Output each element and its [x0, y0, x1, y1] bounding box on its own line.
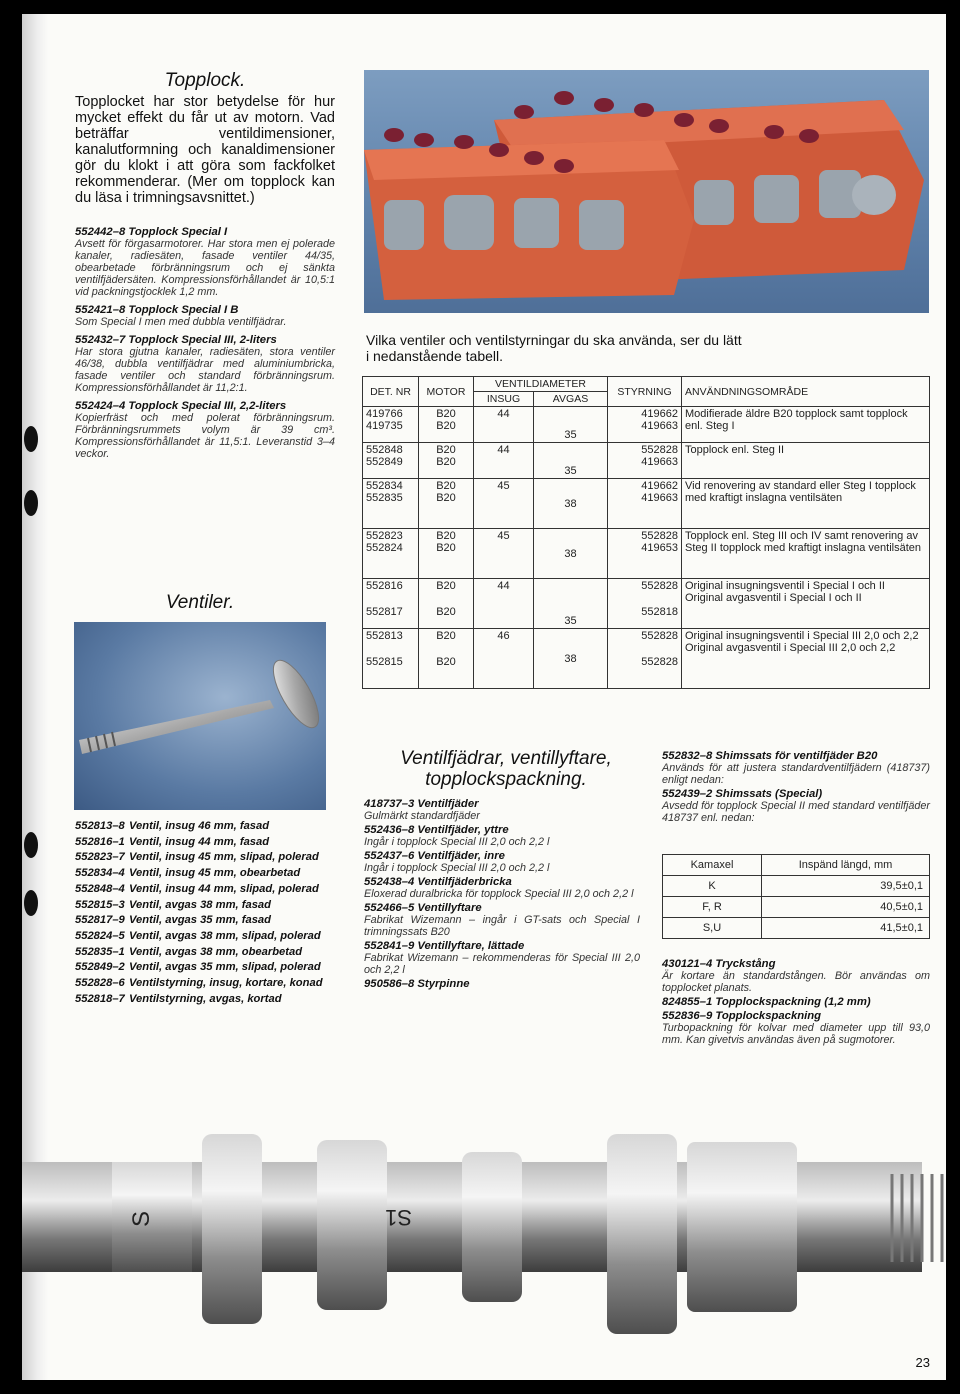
cell-anvandning: Topplock enl. Steg III och IV samt renovering av Steg II topplock med kraftigt inslagna ventilsäten — [685, 530, 922, 554]
valve-parts-list — [75, 820, 335, 1008]
cell-avgas: 38 — [564, 547, 577, 560]
part-text: Ventil, avgas 35 mm, slipad, polerad — [129, 961, 321, 974]
cell-styrning: 552828 — [641, 580, 678, 592]
cell-det: 552849 — [366, 456, 403, 468]
shims-item — [662, 1010, 930, 1046]
list-item — [75, 867, 335, 880]
part-number: 552834–4 — [75, 867, 125, 880]
shims-item-list — [662, 750, 930, 824]
item-desc: Ingår i topplock Special III 2,0 och 2,2 l — [364, 862, 550, 874]
cell-styrning: 552828 — [641, 444, 678, 456]
cell-avgas: 35 — [564, 615, 577, 627]
cell-motor: B20 — [436, 444, 456, 456]
col-header-styrning: STYRNING — [608, 377, 682, 407]
cell-styrning: 552828 — [641, 530, 678, 542]
cell-motor: B20 — [436, 492, 456, 504]
item-code: 552421–8 Topplock Special I B — [75, 304, 239, 316]
part-text: Ventil, insug 46 mm, fasad — [129, 820, 270, 832]
col-header-ventildiameter: VENTILDIAMETER — [474, 377, 608, 392]
part-number: 552849–2 — [75, 961, 125, 974]
springs-item — [364, 876, 640, 900]
topplock-item — [75, 304, 335, 328]
cell-det: 552816 — [366, 580, 403, 592]
table-row — [363, 529, 930, 579]
valve-illustration — [74, 622, 326, 810]
item-desc: Gulmärkt standardfjäder — [364, 810, 480, 822]
cell-styrning: 419653 — [641, 542, 678, 554]
table-row — [363, 579, 930, 629]
cell-det: 552813 — [366, 630, 403, 642]
binder-hole — [24, 890, 38, 916]
springs-item — [364, 902, 640, 938]
cell-kamaxel: F, R — [663, 897, 762, 918]
list-item — [75, 836, 335, 849]
item-code: 430121–4 Tryckstång — [662, 958, 776, 970]
camshaft-illustration — [22, 1122, 946, 1342]
list-item — [75, 961, 335, 974]
table-row — [663, 918, 930, 939]
cell-styrning: 419663 — [641, 492, 678, 504]
cell-motor: B20 — [436, 480, 456, 492]
list-item — [75, 899, 335, 912]
cell-det: 552848 — [366, 444, 403, 456]
part-number: 552813–8 — [75, 820, 125, 832]
item-desc: Är kortare än standardstången. Bör användas om topplocket planats. — [662, 970, 930, 994]
table-row — [363, 629, 930, 689]
cylinder-head-photo — [364, 70, 929, 313]
list-item — [75, 820, 335, 833]
item-code: 552437–6 Ventilfjäder, inre — [364, 850, 505, 862]
item-code: 418737–3 Ventilfjäder — [364, 798, 479, 810]
shims-item — [662, 996, 930, 1008]
topplock-item — [75, 226, 335, 298]
item-code: 552832–8 Shimssats för ventilfjäder B20 — [662, 750, 878, 762]
part-number: 552816–1 — [75, 835, 125, 848]
item-code: 950586–8 Styrpinne — [364, 978, 470, 990]
table-row — [663, 897, 930, 918]
springs-item — [364, 978, 640, 990]
cell-anvandning: Original insugningsventil i Special III 2,0 och 2,2 — [685, 630, 919, 642]
cell-motor: B20 — [436, 408, 456, 420]
cell-motor: B20 — [436, 656, 456, 668]
col-header-det: DET. NR — [363, 377, 419, 407]
cell-insug: 44 — [497, 580, 510, 592]
binder-hole — [24, 832, 38, 858]
shims-item — [662, 788, 930, 824]
camshaft-marking: S — [128, 1210, 155, 1227]
list-item — [75, 851, 335, 864]
cell-kamaxel: K — [663, 876, 762, 897]
cell-styrning: 419663 — [641, 456, 678, 468]
part-text: Ventil, avgas 35 mm, fasad — [129, 914, 271, 927]
springs-item — [364, 940, 640, 976]
part-text: Ventil, insug 45 mm, obearbetad — [129, 867, 301, 880]
cell-styrning: 419662 — [641, 480, 678, 492]
springs-item — [364, 824, 640, 848]
springs-item — [364, 850, 640, 874]
topplock-title: Topplock. — [164, 70, 246, 91]
list-item — [75, 993, 335, 1006]
cell-motor: B20 — [436, 542, 456, 554]
cell-langd: 40,5±0,1 — [762, 897, 930, 918]
cell-det: 552815 — [366, 656, 403, 668]
table-row — [663, 876, 930, 897]
cell-insug: 44 — [497, 444, 510, 456]
cell-langd: 41,5±0,1 — [762, 918, 930, 939]
cell-insug: 44 — [497, 408, 510, 420]
item-desc: Har stora gjutna kanaler, radiesäten, stora ventiler 46/38, dubbla ventilfjädrar med aluminiumbricka, fasade ventiler och standard förbränningsrum. Kompressionsförhållandet är 11,2:1. — [75, 346, 335, 394]
topplock-item-list — [75, 226, 335, 460]
item-code: 552432–7 Topplock Special III, 2-liters — [75, 334, 277, 346]
cell-det: 552824 — [366, 542, 403, 554]
topplock-intro: Topplocket har stor betydelse för hur mycket effekt du får ut av motorn. Vad beträffar ventildimensioner, kanalutformning och kanaldimensioner gör du klokt i att göra som fackfolket rekommenderar. (Mer om topplock kan du läsa i trimningsavsnittet.) — [75, 94, 335, 206]
cell-styrning: 419663 — [641, 420, 678, 432]
item-code: 552836–9 Topplockspackning — [662, 1010, 822, 1022]
item-desc: Fabrikat Wizemann – rekommenderas för Special III 2,0 och 2,2 l — [364, 952, 640, 976]
cell-anvandning: Original insugningsventil i Special I och II — [685, 580, 885, 592]
cell-insug: 45 — [497, 480, 510, 492]
item-desc: Turbopackning för kolvar med diameter upp till 93,0 mm. Kan givetvis användas även på sugmotorer. — [662, 1022, 930, 1046]
item-code: 552438–4 Ventilfjäderbricka — [364, 876, 512, 888]
item-code: 552424–4 Topplock Special III, 2,2-liters — [75, 400, 287, 412]
cell-avgas: 35 — [564, 429, 577, 441]
col-header-avgas: AVGAS — [534, 392, 608, 407]
part-number: 552835–1 — [75, 945, 125, 958]
cell-motor: B20 — [436, 456, 456, 468]
springs-item — [364, 798, 640, 822]
cell-insug: 45 — [497, 530, 510, 542]
part-number: 552824–5 — [75, 929, 125, 942]
cell-motor: B20 — [436, 630, 456, 642]
cell-insug: 46 — [497, 630, 510, 642]
binder-hole — [24, 426, 38, 452]
part-text: Ventil, insug 44 mm, fasad — [129, 835, 270, 848]
col-header-insug: INSUG — [474, 392, 534, 407]
cell-anvandning: Topplock enl. Steg II — [685, 444, 785, 456]
binder-hole — [24, 490, 38, 516]
shims-item-list-2 — [662, 958, 930, 1046]
list-item — [75, 883, 335, 896]
col-header-motor: MOTOR — [419, 377, 474, 407]
ventiler-title: Ventiler. — [165, 592, 235, 613]
camshaft-marking: S1 — [385, 1205, 412, 1230]
item-desc: Kopierfräst och med polerat förbränningsrum. Förbränningsrummets volym är 39 cm³. Kompressionsförhållandet är 11,5:1. Leveranstid 3–4 veckor. — [75, 412, 335, 460]
part-number: 552817–9 — [75, 914, 125, 927]
table-intro: Vilka ventiler och ventilstyrningar du ska använda, ser du lätt i nedanstående tabell. — [366, 332, 742, 364]
item-desc: Fabrikat Wizemann – ingår i GT-sats och Special I trimningssats B20 — [364, 914, 640, 938]
camshaft-length-table — [662, 854, 930, 939]
valve-photo — [74, 622, 326, 810]
cell-det: 552834 — [366, 480, 403, 492]
cell-anvandning: Original avgasventil i Special I och II — [685, 592, 862, 604]
part-text: Ventil, avgas 38 mm, obearbetad — [129, 945, 303, 958]
cylinder-head-illustration — [364, 70, 929, 313]
cell-styrning: 552818 — [641, 606, 678, 618]
cell-motor: B20 — [436, 580, 456, 592]
cell-motor: B20 — [436, 420, 456, 432]
table-row — [363, 443, 930, 479]
cell-motor: B20 — [436, 606, 456, 618]
table-row — [363, 407, 930, 443]
part-number: 552823–7 — [75, 851, 125, 864]
list-item — [75, 977, 335, 990]
shims-item — [662, 958, 930, 994]
part-text: Ventil, insug 44 mm, slipad, polerad — [129, 882, 319, 895]
col-header-anvandning: ANVÄNDNINGSOMRÅDE — [682, 377, 930, 407]
springs-item-list — [364, 798, 640, 990]
item-code: 552841–9 Ventillyftare, lättade — [364, 940, 525, 952]
item-code: 824855–1 Topplockspackning (1,2 mm) — [662, 996, 871, 1008]
cell-avgas: 35 — [564, 465, 577, 477]
table-row — [363, 479, 930, 529]
cell-motor: B20 — [436, 530, 456, 542]
part-text: Ventilstyrning, avgas, kortad — [129, 992, 282, 1005]
item-code: 552442–8 Topplock Special I — [75, 226, 228, 238]
list-item — [75, 914, 335, 927]
part-text: Ventil, insug 45 mm, slipad, polerad — [129, 851, 319, 864]
cell-det: 419766 — [366, 408, 403, 420]
item-desc: Eloxerad duralbricka för topplock Special III 2,0 och 2,2 l — [364, 888, 634, 900]
part-text: Ventilstyrning, insug, kortare, konad — [129, 977, 323, 990]
item-code: 552439–2 Shimssats (Special) — [662, 788, 823, 800]
cell-langd: 39,5±0,1 — [762, 876, 930, 897]
item-desc: Avsedd för topplock Special II med standard ventilfjäder 418737 enl. nedan: — [662, 800, 930, 824]
cell-det: 552835 — [366, 492, 403, 504]
topplock-item — [75, 400, 335, 460]
cell-anvandning: Original avgasventil i Special III 2,0 och 2,2 — [685, 642, 896, 654]
item-desc: Ingår i topplock Special III 2,0 och 2,2 l — [364, 836, 550, 848]
catalog-page — [22, 14, 946, 1380]
item-desc: Som Special I men med dubbla ventilfjädrar. — [75, 316, 287, 328]
item-code: 552466–5 Ventillyftare — [364, 902, 482, 914]
cell-styrning: 552828 — [641, 630, 678, 642]
list-item — [75, 946, 335, 959]
valve-table — [362, 376, 930, 689]
cell-avgas: 38 — [564, 652, 577, 665]
cell-det: 552823 — [366, 530, 403, 542]
shims-item — [662, 750, 930, 786]
part-number: 552815–3 — [75, 898, 125, 911]
cell-kamaxel: S,U — [663, 918, 762, 939]
page-number: 23 — [915, 1355, 930, 1370]
springs-title: Ventilfjädrar, ventillyftare, topplockspackning. — [400, 748, 612, 790]
cell-anvandning: Vid renovering av standard eller Steg I topplock med kraftigt inslagna ventilsäten — [685, 480, 916, 504]
cell-anvandning: Modifierade äldre B20 topplock samt topplock enl. Steg I — [685, 408, 908, 432]
part-number: 552818–7 — [75, 992, 125, 1005]
cell-avgas: 38 — [564, 497, 577, 510]
item-desc: Avsett för förgasarmotorer. Har stora men ej polerade kanaler, radiesäten, fasade ventiler 44/35, obearbetade förbränningsrum och ej sänkta ventilfjädersäten. Kompressionsförhållandet är 10,5:1 vid packningstjocklek 1,2 mm. — [75, 238, 335, 298]
part-text: Ventil, avgas 38 mm, slipad, polerad — [129, 929, 321, 942]
topplock-item — [75, 334, 335, 394]
cell-styrning: 552828 — [641, 656, 678, 668]
list-item — [75, 930, 335, 943]
col-header-langd: Inspänd längd, mm — [762, 855, 930, 876]
part-number: 552848–4 — [75, 882, 125, 895]
col-header-kamaxel: Kamaxel — [663, 855, 762, 876]
camshaft-photo — [22, 1122, 946, 1342]
part-text: Ventil, avgas 38 mm, fasad — [129, 898, 271, 911]
cell-styrning: 419662 — [641, 408, 678, 420]
item-code: 552436–8 Ventilfjäder, yttre — [364, 824, 509, 836]
cell-det: 419735 — [366, 420, 403, 432]
cell-det: 552817 — [366, 606, 403, 618]
part-number: 552828–6 — [75, 977, 125, 990]
item-desc: Används för att justera standardventilfjädern (418737) enligt nedan: — [662, 762, 930, 786]
